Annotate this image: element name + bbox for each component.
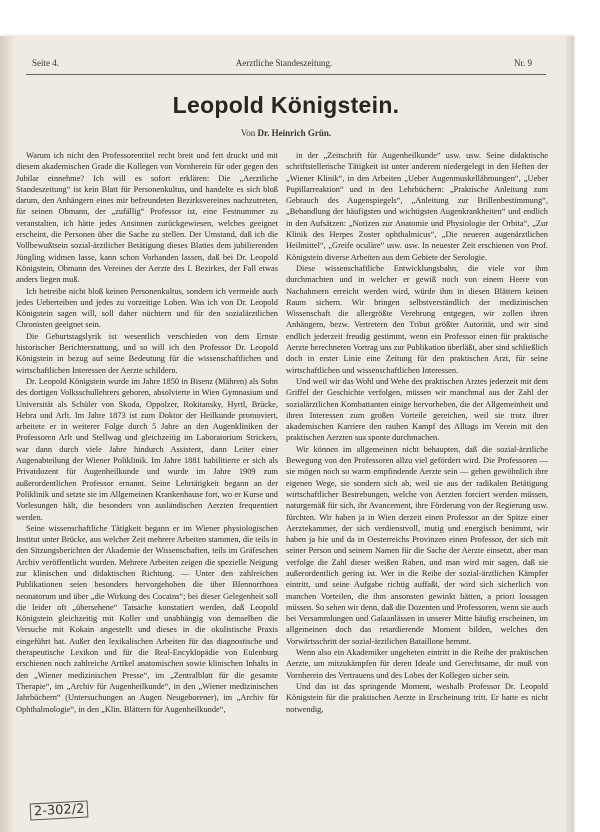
page-right-edge <box>566 36 574 832</box>
running-header <box>24 58 544 72</box>
paragraph: Die Geburtstagslyrik ist wesentlich verschieden von dem Ernste historischer Berichterstattung, und so will ich den Professor Dr. Leopold Königstein in bezug auf seine Bedeutung für die wissenschaftlichen und wirtschaftlichen Interessen der Aerzte schildern. <box>16 331 278 375</box>
paragraph: Wir können im allgemeinen nicht behaupten, daß die sozial-ärztliche Bewegung von den Professoren allzu viel gefördert wird. Die Professoren — sie mögen noch so warm empfindende Aerzte sein — gehen gewöhnlich ihre eigenen Wege, sie sondern sich ab, weil sie aus der radikalen Betätigung wirtschaftlicher Bestrebungen, welche von Aerzten forciert werden müssen, naturgemäß für sich, ihr Avancement, ihre Förderung von der Regierung usw. fürchten. Wir haben ja in Wien derzeit einen Professor an der Spitze einer Aerztekammer, der sich verdienstvoll, mutig und energisch benimmt, wir haben ja hie und da in Oesterreichs Provinzen einen Professor, der sich mit seiner Person und seinem Namen für die Sache der Aerzte einsetzt, aber man verfolge die Zahl dieser weißen Raben, und man wird mir sagen, daß sie außerordentlich gering ist. Wer in die Reihe der sozial-ärztlichen Kämpfer eintritt, und seine Aufgabe richtig auffaßt, der wird sich sicherlich von manchen Vorteilen, die ihm ansonsten gewinkt hätten, a priori lossagen müssen. So sehen wir denn, daß die Dozenten und Professoren, wenn sie auch bei Versammlungen und Galaanlässen in unserer Mitte häufig erscheinen, im allgemeinen doch das retardierende Moment bilden, welches den Vorwärtsschritt der sozial-ärztlichen Bataillone hemmt. <box>286 444 548 646</box>
paragraph: Warum ich nicht den Professorentitel recht breit und fett druckt und mit diesem akademischen Grade die Kollegen von Vornherein für oder gegen den Jubilar einnehme? Ich will es sofort erklären: Die „Aerztliche Standeszeitung“ ist kein Blatt für Personenkultus, und handelte es sich bloß darum, den Anhängern eines mir befreundeten Bezirksvereines nachzutreten, für seinen Obmann, der „zufällig“ Professor ist, eine Festnummer zu veranstalten, ich hätte jedes Ansinnen zurückgewiesen, welches geeignet erscheint, die Personen über die Sache zu stellen. Der Umstand, daß ich die Vollbewußtsein sozial-ärztlicher Betätigung dieses Blattes dem jubilierenden Jüngling widmen lasse, kann schon Vorhanden lassen, daß bei Dr. Leopold Königstein, Obmann des Vereines der Aerzte des I. Bezirkes, der Fall etwas anders liegen muß. <box>16 151 278 285</box>
page-binding-shadow <box>0 36 14 832</box>
page-number: Seite 4. <box>32 58 59 68</box>
journal-name: Aerztliche Standeszeitung. <box>235 58 333 68</box>
archive-shelfmark: 2-302/2 <box>30 800 89 820</box>
article-title: Leopold Königstein. <box>172 92 400 118</box>
paragraph: Dr. Leopold Königstein wurde im Jahre 1850 in Bisenz (Mähren) als Sohn des dortigen Volksschullehrers geboren, absolvierte in Wien Gymnasium und Universität als Schüler von Skoda, Oppolzer, Rokitansky, Hyrtl, Brücke, Hebra und Arlt. Im Jahre 1873 ist zum Doktor der Heilkunde promoviert, arbeitete er in weiterer Folge durch 5 Jahre an den Augenkliniken der Professoren Arlt und Stellwag und gleichzeitig im Laboratorium Strickers, war dann durch viele Jahre hindurch Assistent, dann Leiter einer Augenabteilung der Wiener Poliklinik. Im Jahre 1881 habilitierte er sich als Privatdozent für Augenheilkunde und wurde im Jahre 1909 zum außerordentlichen Professor ernannt. Seine Lehrtätigkeit begann an der Poliklinik und setzte sie im Allgemeinen Krankenhause fort, wo er Kurse und Vorlesungen hält, die besonders von ausländischen Aerzten frequentiert werden. <box>16 376 278 522</box>
paragraph: Wenn also ein Akademiker ungeheten eintritt in die Reihe der praktischen Aerzte, um mitzukämpfen für deren Ideale und Gerechtsame, dir muß von Vornherein des Vertrauens und des Lobes der Kollegen sicher sein. <box>286 648 548 680</box>
paragraph: Diese wissenschaftliche Entwicklungsbahn, die viele vor ihm durchmachten und in welcher er gewiß noch von einem Heere von Nachahmern erreicht werden wird, würde ihm in diesen Blättern keinen Raum sichern. Wir bringen selbstverständlich der medizinischen Wissenschaft die allergrößte Verehrung entgegen, wir zollen ihren Anhängern, bezw. Vertretern den Tribut größter Autorität, und wir sind endlich jederzeit freudig gestimmt, wenn ein Professor einen für praktische Aerzte berechneten Vortrag uns zur Publikation überläßt, aber sind schließlich doch in erster Linie eine Zeitung für den praktischen Arzt, für seine wirtschaftlichen und wissenschaftlichen Interessen. <box>286 263 548 375</box>
text-column-right <box>286 150 548 782</box>
issue-number: Nr. 9 <box>514 58 532 68</box>
paragraph: Ich betreibe nicht bloß keinen Personenkultus, sondern ich vermeide auch jedes Ueberteiben und jedes zu vorzeitige Loben. Was ich von Dr. Leopold Königstein sagen will, soll daher nüchtern und für den sozialärztlichen Chronisten geeignet sein. <box>16 286 278 330</box>
byline <box>0 128 572 138</box>
paragraph: Und das ist das springende Moment, weshalb Professor Dr. Leopold Königstein für die praktischen Aerzte in Erscheinung tritt. Er hatte es nicht notwendig, <box>286 681 548 714</box>
paragraph: in der „Zeitschrift für Augenheilkunde“ usw. usw. Seine didaktische schriftstellerische Tätigkeit ist unter anderem niedergelegt in den Heften der „Wiener Klinik“, in den Arbeiten „Ueber Augenmuskellähmungen“, „Ueber Pupillarreaktion“ und in den Lehrbüchern: „Praktische Anleitung zum Gebrauch des Augenspiegels“, „Anleitung zur Brillenbestimmung“, „Behandlung der häufigsten und wichtigsten Augenkrankheiten“ und endlich in den Aufsätzen: „Notizen zur Anatomie und Physiologie der Orbita“, „Zur Klinik des Herpes Zoster ophthalmicus“, „Die neueren augenärztlichen Heilmittel“, „Greife oculäre“ usw. usw. In neuester Zeit erschienen von Prof. Königstein diverse Arbeiten aus dem Gebiete der Serologie. <box>286 151 548 262</box>
author-name: Dr. Heinrich Grün. <box>257 128 332 138</box>
paragraph: Seine wissenschaftliche Tätigkeit begann er im Wiener physiologischen Institut unter Brücke, aus welcher Zeit mehrere Arbeiten stammen, die teils in den Sitzungsberichten der Akademie der Wissenschaften, teils im Gräfeschen Archiv veröffentlicht wurden. Mehrere Arbeiten zeigen die spezielle Neigung zur klinischen und didaktischen Richtung. — Unter den zahlreichen Publikationen seien besonders hervorgehoben die über Blennorrhoea neonatorum und über „die Wirkung des Cocains“; bei dieser Gelegenheit soll die leider oft „übersehene“ Tatsache konstatiert werden, daß Leopold Königstein gleichzeitig mit Koller und unabhängig von demselben die Versuche mit Kokain angestellt und dieses in die okulistische Praxis eingeführt hat. Außer den lexikalischen Arbeiten für das diagnostische und therapeutische Lexikon und für die Real-Encyklopädie von Eulenburg erschienen noch zahlreiche Artikel anatomischen sowie klinischen Inhalts in den „Wiener medizinischen Presse“, im „Zentralblatt für die gesamte Therapie“, im „Archiv für Augenheilkunde“, in den „Wiener medizinischen Jahrbüchern“ (Untersuchungen an Augen Neugeborener), im „Archiv für Ophthalmologie“, in den „Klin. Blättern für Augenheilkunde“, <box>16 523 278 714</box>
paragraph: Und weil wir das Wohl und Wehe des praktischen Arztes jederzeit mit dem Griffel der Geschichte verfolgen, müssen wir manchmal aus der Zahl der sozialärztlichen Kombattanten einige hervorheben, die der Allgemeinheit und ihren Interessen zum großen Vorteile gereichen, weil sie trotz ihrer akademischen Karriere den rauhen Kampf des Alltags im Verein mit den praktischen Aerzten sua sponte durchmachen. <box>286 376 548 443</box>
byline-prefix: Von <box>240 128 258 138</box>
header-rule <box>26 74 546 75</box>
text-column-left <box>16 150 278 782</box>
